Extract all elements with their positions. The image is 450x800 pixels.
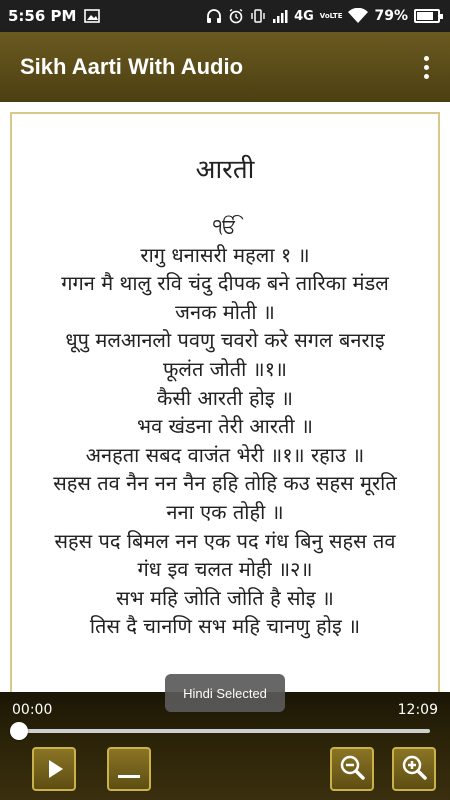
lyrics-line: फूलंत जोती ॥१॥ <box>162 356 288 381</box>
lyrics-text <box>12 114 438 641</box>
volte-icon <box>320 13 343 20</box>
lyrics-line: कैसी आरती होइ ॥ <box>157 385 293 410</box>
app-bar <box>0 32 450 102</box>
lyrics-line: गंध इव चलत मोही ॥२॥ <box>137 557 313 582</box>
status-bar <box>0 0 450 32</box>
image-notification-icon <box>84 9 100 23</box>
alarm-icon <box>228 8 244 24</box>
play-icon <box>49 760 63 778</box>
lyrics-line: गगन मै थालु रवि चंदु दीपक बने तारिका मंडल <box>61 271 389 296</box>
status-time: 5:56 PM <box>8 7 77 25</box>
toast-message: Hindi Selected <box>165 674 285 712</box>
zoom-in-button[interactable] <box>392 747 436 791</box>
volte-label: VoLTE <box>319 11 343 20</box>
zoom-out-icon <box>338 753 366 785</box>
play-button[interactable] <box>32 747 76 791</box>
lyrics-line: नना एक तोही ॥ <box>166 499 284 524</box>
lyrics-line: भव खंडना तेरी आरती ॥ <box>137 414 313 439</box>
seek-bar[interactable] <box>18 729 430 733</box>
stop-button[interactable] <box>107 747 151 791</box>
wifi-icon <box>348 8 368 24</box>
lyrics-line: जनक मोती ॥ <box>175 299 275 324</box>
signal-icon <box>272 9 288 23</box>
stop-icon <box>118 775 140 778</box>
overflow-menu-icon[interactable] <box>416 52 436 82</box>
battery-percent: 79% <box>374 8 408 24</box>
vibrate-icon <box>250 8 266 24</box>
zoom-in-icon <box>400 753 428 785</box>
total-time: 12:09 <box>397 702 438 718</box>
lyrics-line: धूपु मलआनलो पवणु चवरो करे सगल बनराइ <box>65 328 385 353</box>
network-type: 4G <box>294 8 314 24</box>
lyrics-line: सभ महि जोति जोति है सोइ ॥ <box>116 585 334 610</box>
battery-icon <box>414 9 440 23</box>
lyrics-line: ੴ <box>212 214 238 238</box>
lyrics-line: सहस पद बिमल नन एक पद गंध बिनु सहस तव <box>54 528 396 553</box>
lyrics-line: रागु धनासरी महला १ ॥ <box>140 242 310 267</box>
app-title: Sikh Aarti With Audio <box>20 54 244 79</box>
current-time: 00:00 <box>12 702 53 718</box>
lyrics-line: तिस दै चानणि सभ महि चानणु होइ ॥ <box>89 614 361 639</box>
lyrics-title: आरती <box>195 155 255 185</box>
battery-level <box>417 12 433 20</box>
seek-thumb[interactable] <box>10 722 28 740</box>
headphones-icon <box>206 8 222 24</box>
lyrics-line: अनहता सबद वाजंत भेरी ॥१॥ रहाउ ॥ <box>85 442 365 467</box>
lyrics-line: सहस तव नैन नन नैन हहि तोहि कउ सहस मूरति <box>53 471 397 496</box>
zoom-out-button[interactable] <box>330 747 374 791</box>
